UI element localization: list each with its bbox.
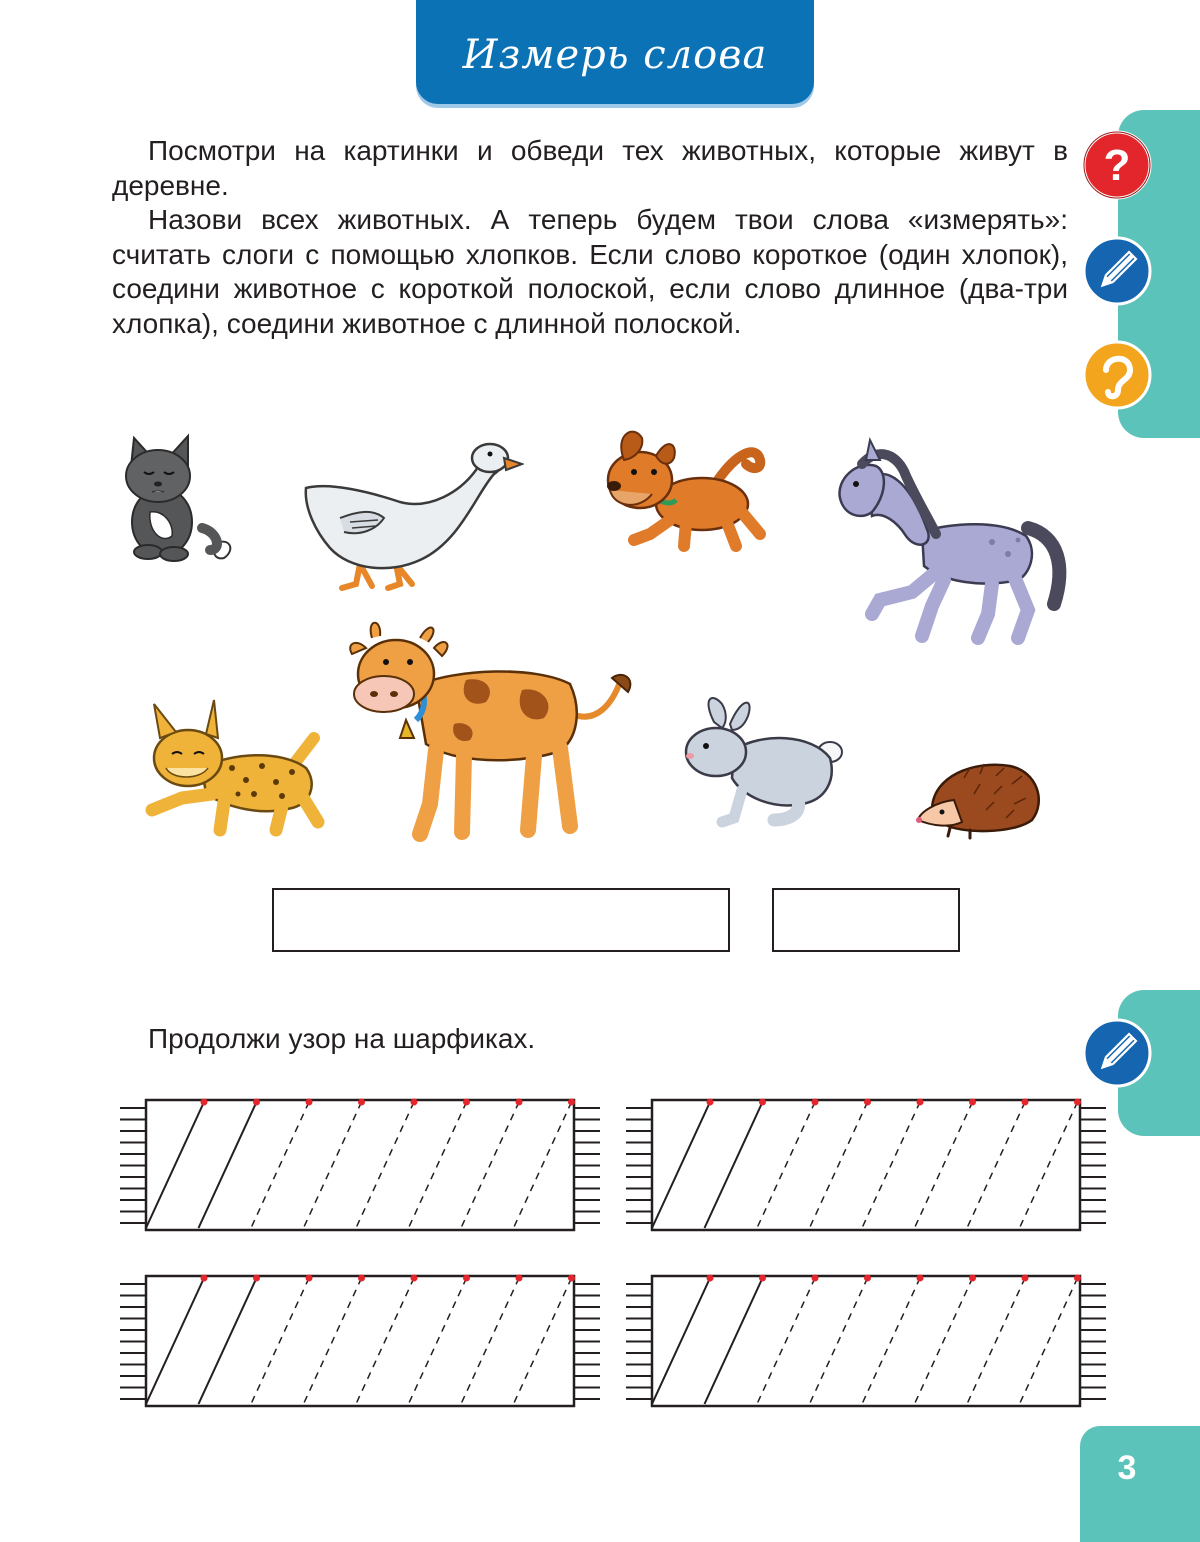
- scarf-start-dot: [306, 1275, 313, 1282]
- scarf-body: [652, 1276, 1080, 1406]
- instruction-paragraph-1: Посмотри на картинки и обведи тех животных, которые живут в деревне.: [112, 135, 1068, 201]
- scarf-body: [652, 1100, 1080, 1230]
- scarf-body: [146, 1276, 574, 1406]
- scarf-start-dot: [411, 1275, 418, 1282]
- scarf-start-dot: [707, 1099, 714, 1106]
- scarf-start-dot: [463, 1275, 470, 1282]
- page-number: 3: [1117, 1448, 1137, 1487]
- scarf-start-dot: [568, 1099, 575, 1106]
- scarf-start-dot: [707, 1275, 714, 1282]
- scarf-start-dot: [759, 1099, 766, 1106]
- scarf-start-dot: [917, 1099, 924, 1106]
- scarf-start-dot: [759, 1275, 766, 1282]
- scarf-start-dot: [812, 1099, 819, 1106]
- scarf-start-dot: [969, 1099, 976, 1106]
- scarf-start-dot: [253, 1099, 260, 1106]
- scarf-start-dot: [516, 1275, 523, 1282]
- scarf-start-dot: [1074, 1099, 1081, 1106]
- scarf-start-dot: [463, 1099, 470, 1106]
- scarf-start-dot: [864, 1275, 871, 1282]
- svg-text:?: ?: [1103, 141, 1131, 190]
- scarf-start-dot: [516, 1099, 523, 1106]
- scarf-start-dot: [306, 1099, 313, 1106]
- scarf-start-dot: [864, 1099, 871, 1106]
- scarf-start-dot: [812, 1275, 819, 1282]
- scarf-task-label: Продолжи узор на шарфиках.: [148, 1023, 536, 1054]
- scarf-start-dot: [358, 1099, 365, 1106]
- scarf-2[interactable]: [626, 1099, 1106, 1231]
- scarf-start-dot: [411, 1099, 418, 1106]
- scarf-start-dot: [917, 1275, 924, 1282]
- scarf-start-dot: [253, 1275, 260, 1282]
- scarf-body: [146, 1100, 574, 1230]
- scarf-start-dot: [969, 1275, 976, 1282]
- scarf-4[interactable]: [626, 1275, 1106, 1407]
- scarf-start-dot: [201, 1099, 208, 1106]
- scarf-start-dot: [1022, 1099, 1029, 1106]
- scarf-start-dot: [1074, 1275, 1081, 1282]
- scarf-start-dot: [358, 1275, 365, 1282]
- scarf-start-dot: [568, 1275, 575, 1282]
- scarf-3[interactable]: [120, 1275, 600, 1407]
- instruction-paragraph-2: Назови всех животных. А теперь будем твои слова «измерять»: считать слоги с помощью хлопков. Если слово короткое (один хлопок), соедини животное с короткой полоской, если слово длинное (два-три хлопка), соедини животное с длинной полоской.: [112, 204, 1068, 339]
- scarf-start-dot: [1022, 1275, 1029, 1282]
- scarf-1[interactable]: [120, 1099, 600, 1231]
- scarf-start-dot: [201, 1275, 208, 1282]
- page-title: Измерь слова: [462, 32, 768, 78]
